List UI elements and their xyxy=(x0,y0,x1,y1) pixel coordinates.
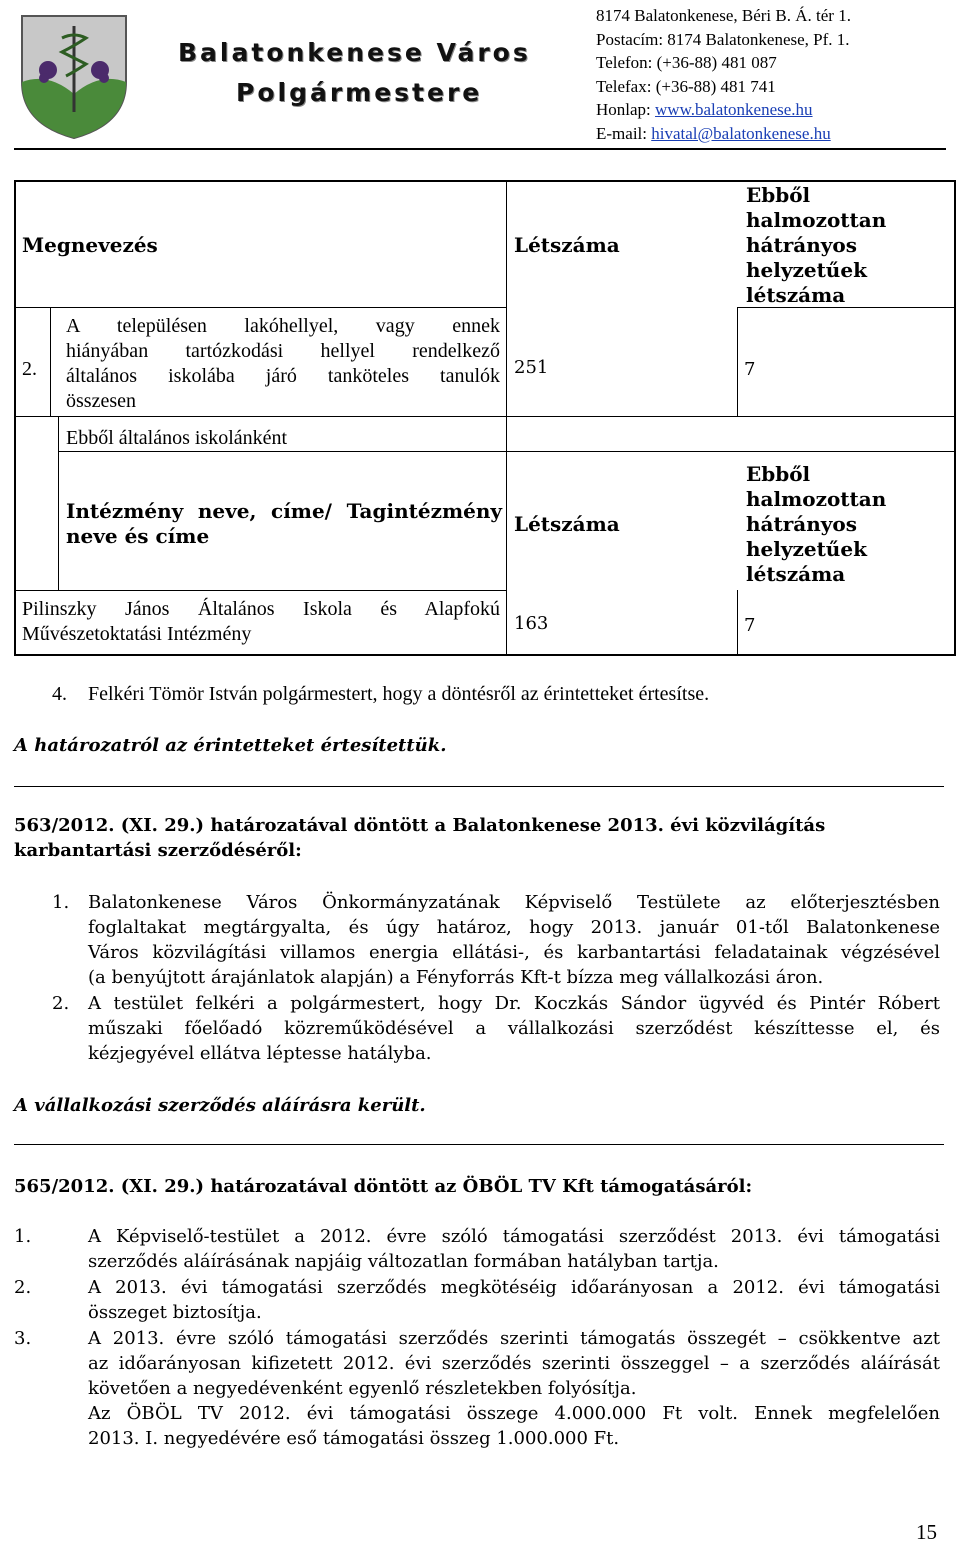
item-line: műszaki főelőadó közreműködésével a vállalkozási szerződést készíttesse el, és xyxy=(88,1018,940,1039)
contact-email xyxy=(596,122,851,146)
sub-header-disadv-line: halmozottan xyxy=(746,487,887,511)
item-line: A Képviselő-testület a 2012. évre szóló támogatási szerződést 2013. évi támogatási xyxy=(88,1226,940,1247)
item-line: (a benyújtott árajánlatok alapján) a Fényforrás Kft-t bízza meg vállalkozási áron. xyxy=(88,967,824,988)
contact-block xyxy=(596,4,851,145)
table-divider xyxy=(737,307,738,417)
sub-header-disadv-line: helyzetűek xyxy=(746,537,867,561)
item-line: kézjegyével ellátva léptesse hatályba. xyxy=(88,1043,432,1064)
school-name xyxy=(22,597,500,647)
table-divider xyxy=(14,416,956,417)
contact-fax: Telefax: (+36-88) 481 741 xyxy=(596,76,776,96)
row-disadvantaged: 7 xyxy=(744,359,756,380)
header-disadv-line: létszáma xyxy=(746,283,846,307)
table-border-right xyxy=(954,180,956,656)
table-border-bottom xyxy=(14,654,956,656)
website-link[interactable]: www.balatonkenese.hu xyxy=(655,100,813,119)
page-number: 15 xyxy=(916,1520,937,1544)
header-count: Létszáma xyxy=(514,233,620,257)
item-line: Város közvilágítási villamos energia ellátási-, és karbantartási feladatainak végzésével xyxy=(88,942,940,963)
row-desc-line: A településen lakóhellyel, vagy ennek xyxy=(66,315,500,337)
row-desc-line: összesen xyxy=(66,390,136,412)
contact-phone: Telefon: (+36-88) 481 087 xyxy=(596,53,777,72)
sub-header-name xyxy=(66,499,502,549)
header-disadv-line: halmozottan xyxy=(746,208,887,232)
item-line: 2013. I. negyedévére eső támogatási összeg 1.000.000 Ft. xyxy=(88,1428,620,1449)
sub-header-disadvantaged xyxy=(746,462,886,587)
item-line: foglaltakat megtárgyalta, és úgy határoz, hogy 2013. január 01-től Balatonkenese xyxy=(88,917,940,938)
item-number: 3. xyxy=(14,1328,32,1349)
table-divider xyxy=(58,416,59,590)
resolution-title: 565/2012. (XI. 29.) határozatával döntött az ÖBÖL TV Kft támogatásáról: xyxy=(14,1176,753,1197)
contact-email-label: E-mail: xyxy=(596,123,652,143)
item-body xyxy=(88,991,940,1066)
row-count: 251 xyxy=(514,357,549,378)
contact-web xyxy=(596,98,851,122)
contact-postal: Postacím: 8174 Balatonkenese, Pf. 1. xyxy=(596,29,850,49)
item-number: 2. xyxy=(52,993,70,1014)
section-divider xyxy=(14,1144,944,1145)
item-line: az időarányosan kifizetett 2012. évi szerződés szerinti összeggel – a szerződés aláírását xyxy=(88,1353,940,1374)
contact-address: 8174 Balatonkenese, Béri B. Á. tér 1. xyxy=(596,6,851,25)
item-number: 1. xyxy=(14,1226,32,1247)
item-body xyxy=(88,1275,940,1325)
header-disadv-line: Ebből xyxy=(746,183,811,207)
header-name: Megnevezés xyxy=(22,233,158,257)
item-line: összeget biztosítja. xyxy=(88,1302,262,1323)
sub-header-count: Létszáma xyxy=(514,512,620,536)
item-line: A 2013. évre szóló támogatási szerződés szerinti támogatás összegét – csökkentve azt xyxy=(88,1328,940,1349)
sub-header-disadv-line: Ebből xyxy=(746,462,811,486)
item-line: A 2013. évi támogatási szerződés megkötéséig időarányosan a 2012. évi támogatási xyxy=(88,1277,940,1298)
coat-of-arms-icon xyxy=(18,12,130,140)
item-number: 2. xyxy=(14,1277,32,1298)
item-line: Az ÖBÖL TV 2012. évi támogatási összege 4.000.000 Ft volt. Ennek megfelelően xyxy=(88,1403,940,1424)
school-disadvantaged: 7 xyxy=(744,615,756,636)
table-divider xyxy=(14,307,506,308)
item-line: A testület felkéri a polgármestert, hogy Dr. Koczkás Sándor ügyvéd és Pintér Róbert xyxy=(88,993,940,1014)
table-divider xyxy=(14,590,506,591)
item-number: 1. xyxy=(52,892,70,913)
row-number: 2. xyxy=(22,358,37,380)
table-divider xyxy=(506,180,507,656)
school-name-line: Művészetoktatási Intézmény xyxy=(22,623,252,645)
header-title-line2: Polgármestere xyxy=(236,78,483,107)
header-title-line1: Balatonkenese Város xyxy=(178,38,531,67)
school-count: 163 xyxy=(514,613,549,634)
sub-label: Ebből általános iskolánként xyxy=(66,427,288,449)
header-disadv-line: helyzetűek xyxy=(746,258,867,282)
data-table xyxy=(14,180,956,656)
section-note: A vállalkozási szerződés aláírásra került. xyxy=(14,1095,426,1116)
table-border-left xyxy=(14,180,16,656)
item-line: Balatonkenese Város Önkormányzatának Képviselő Testülete az előterjesztésben xyxy=(88,892,940,913)
row-desc-line: hiányában tartózkodási hellyel rendelkező xyxy=(66,340,500,362)
contact-web-label: Honlap: xyxy=(596,100,656,119)
sub-header-name-line: Intézmény neve, címe/ Tagintézmény xyxy=(66,499,502,523)
header-divider xyxy=(14,148,946,150)
item-text: Felkéri Tömör István polgármestert, hogy a döntésről az érintetteket értesítse. xyxy=(88,683,710,705)
item-body xyxy=(88,890,940,990)
table-divider xyxy=(58,451,956,452)
email-link[interactable]: hivatal@balatonkenese.hu xyxy=(651,123,831,143)
section-note: A határozatról az érintetteket értesítettük. xyxy=(14,735,447,756)
table-border-top xyxy=(14,180,956,182)
row-desc-line: általános iskolába járó tanköteles tanulók xyxy=(66,365,500,387)
school-name-line: Pilinszky János Általános Iskola és Alapfokú xyxy=(22,598,500,620)
resolution-title: karbantartási szerződéséről: xyxy=(14,840,302,861)
item-body xyxy=(88,1224,940,1274)
sub-header-name-line: neve és címe xyxy=(66,524,210,548)
header-disadvantaged xyxy=(746,183,886,308)
item-number: 4. xyxy=(52,683,67,705)
item-line: szerződés aláírásának napjáig változatlan formában hatályban tartja. xyxy=(88,1251,719,1272)
resolution-title: 563/2012. (XI. 29.) határozatával döntött a Balatonkenese 2013. évi közvilágítás xyxy=(14,815,826,836)
sub-header-disadv-line: létszáma xyxy=(746,562,846,586)
table-divider xyxy=(50,307,51,416)
sub-header-disadv-line: hátrányos xyxy=(746,512,857,536)
item-line: követően a negyedévenként egyenlő részletekben folyósítja. xyxy=(88,1378,637,1399)
row-description xyxy=(66,314,500,414)
table-divider xyxy=(737,590,738,656)
section-divider xyxy=(14,786,944,787)
item-body xyxy=(88,1326,940,1451)
header-disadv-line: hátrányos xyxy=(746,233,857,257)
